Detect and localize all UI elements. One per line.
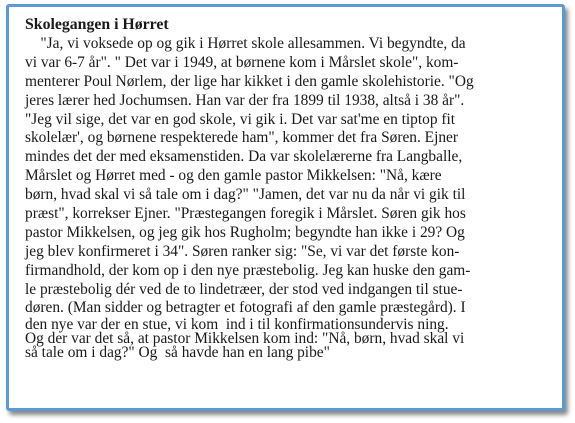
text-line: mindes det der med eksamenstiden. Da var skolelærerne fra Langballe, [25, 148, 463, 166]
text-line: døren. (Man sidder og betragter et fotografi af den gamle præstegård). I [25, 299, 466, 317]
article-text [25, 16, 565, 360]
text-line: "Jeg vil sige, det var en god skole, vi gik i. Det var sat'me en tiptop fit [25, 110, 456, 128]
text-line: menterer Poul Nørlem, der lige har kikket i den gamle skolehistorie. "Og [25, 72, 474, 90]
text-line: skolelær', og børnene respekterede ham", kommer det fra Søren. Ejner [25, 129, 459, 147]
text-line: pastor Mikkelsen, og jeg gik hos Rugholm; begyndte han ikke i 29? Og [25, 223, 465, 241]
text-line: le præstebolig dér ved de to lindetræer, der stod ved indgangen til stue- [25, 280, 463, 298]
text-line: børn, hvad skal vi så tale om i dag?" "Jamen, det var nu da når vi gik til [25, 186, 466, 204]
text-line: den nye var der en stue, vi kom ind i til konfirmationsundervis ning. [25, 316, 449, 334]
text-line: Mårslet og Hørret med - og den gamle pastor Mikkelsen: "Nå, kære [25, 167, 442, 185]
article-title: Skolegangen i Hørret [25, 16, 169, 33]
text-line: jeres lærer hed Jochumsen. Han var der fra 1899 til 1938, altså i 38 år". [25, 91, 465, 109]
text-line: præst", korrekser Ejner. "Præstegangen foregik i Mårslet. Søren gik hos [25, 205, 466, 223]
text-line: firmandhold, der kom op i den nye præstebolig. Jeg kan huske den gam- [25, 261, 471, 279]
text-line: vi var 6-7 år". " Det var i 1949, at børnene kom i Mårslet skole", kom- [25, 53, 459, 71]
text-line: jeg blev konfirmeret i 34". Søren ranker sig: "Se, vi var det første kon- [25, 242, 460, 260]
text-line: Og der var det så, at pastor Mikkelsen kom ind: "Nå, børn, hvad skal vi [25, 330, 465, 348]
text-line: så tale om i dag?" Og så havde han en lang pibe" [25, 344, 330, 362]
article-frame [6, 4, 565, 411]
text-line: "Ja, vi voksede op og gik i Hørret skole allesammen. Vi begyndte, da [25, 35, 466, 52]
